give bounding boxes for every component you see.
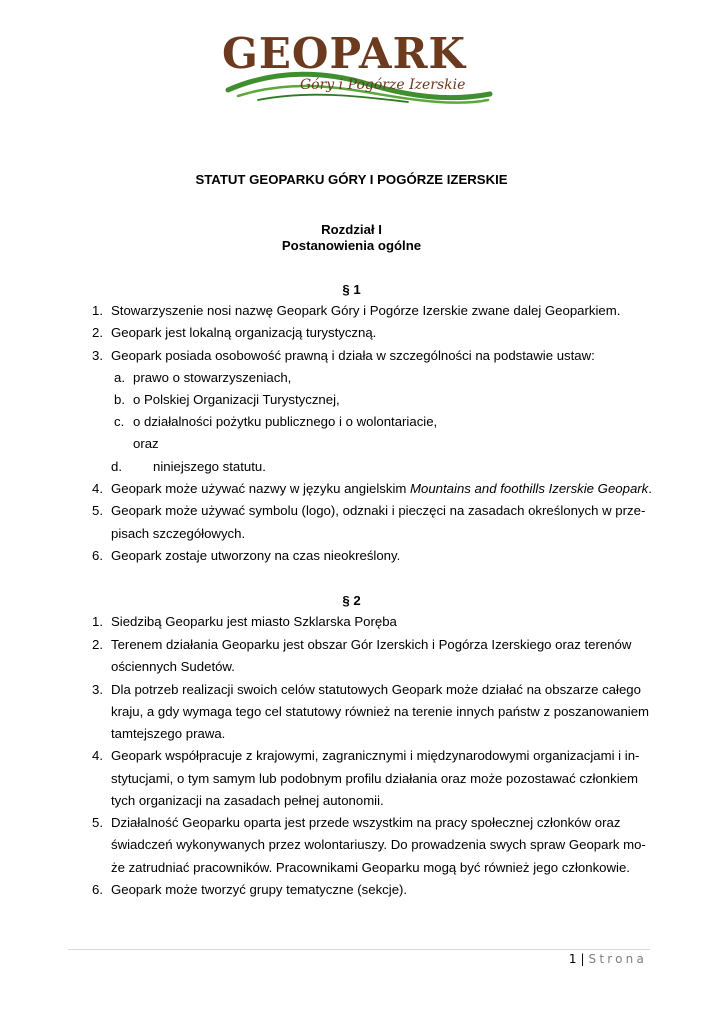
english-name: Mountains and foothills Izerskie Geopark: [410, 481, 649, 496]
list-item-number: 4.: [92, 481, 103, 496]
document-title: STATUT GEOPARKU GÓRY I POGÓRZE IZERSKIE: [195, 172, 508, 187]
sublist-item-text: prawo o stowarzyszeniach,: [133, 370, 292, 385]
list-item-number: 3.: [92, 682, 103, 697]
list-item-number: 1.: [92, 614, 103, 629]
sublist-item-letter: d.: [111, 459, 122, 474]
list-item-text: pisach szczegółowych.: [111, 526, 246, 541]
list-item-number: 5.: [92, 815, 103, 830]
oraz-text: oraz: [133, 436, 159, 451]
list-item-text: świadczeń wykonywanych przez wolontariuszy. Do prowadzenia swych spraw Geopark mo-: [111, 837, 646, 852]
list-item-number: 5.: [92, 503, 103, 518]
list-item-text: Geopark jest lokalną organizacją turystyczną.: [111, 325, 377, 340]
list-item-number: 6.: [92, 882, 103, 897]
list-item-text: Siedzibą Geoparku jest miasto Szklarska Poręba: [111, 614, 397, 629]
section-2-heading: § 2: [342, 593, 361, 608]
list-item-text: Terenem działania Geoparku jest obszar Gór Izerskich i Pogórza Izerskiego oraz terenów: [111, 637, 632, 652]
list-item-text: kraju, a gdy wymaga tego cel statutowy również na terenie innych państw z poszanowaniem: [111, 704, 650, 719]
page-number: 1: [568, 952, 577, 966]
list-item-number: 2.: [92, 325, 103, 340]
list-item-text: Działalność Geoparku oparta jest przede wszystkim na pracy społecznej członków oraz: [111, 815, 621, 830]
sublist-item-text: o Polskiej Organizacji Turystycznej,: [133, 392, 340, 407]
list-item-text: Geopark może tworzyć grupy tematyczne (sekcje).: [111, 882, 408, 897]
chapter-heading: Rozdział I: [321, 222, 382, 237]
list-item-text: tych organizacji na zasadach pełnej autonomii.: [111, 793, 384, 808]
list-item-text: Geopark zostaje utworzony na czas nieokreślony.: [111, 548, 401, 563]
list-item-text: Stowarzyszenie nosi nazwę Geopark Góry i Pogórze Izerskie zwane dalej Geoparkiem.: [111, 303, 621, 318]
sublist-item-letter: c.: [114, 414, 125, 429]
list-item-text: Geopark posiada osobowość prawną i działa w szczególności na podstawie ustaw:: [111, 348, 595, 363]
list-item-text: że zatrudniać pracowników. Pracownikami Geoparku mogą być również jego członkowie.: [111, 860, 630, 875]
list-item-number: 4.: [92, 748, 103, 763]
list-item-text: Geopark może używać nazwy w języku angielskim Mountains and foothills Izerskie Geopark.: [111, 481, 652, 496]
sublist-item-letter: a.: [114, 370, 125, 385]
chapter-subheading: Postanowienia ogólne: [281, 238, 422, 253]
logo-main-text: GEOPARK: [222, 29, 466, 78]
list-item-text: ościennych Sudetów.: [111, 659, 235, 674]
sublist-item-letter: b.: [114, 392, 125, 407]
list-item-text: tamtejszego prawa.: [111, 726, 226, 741]
list-item-text: Dla potrzeb realizacji swoich celów statutowych Geopark może działać na obszarze całego: [111, 682, 641, 697]
sublist-item-text: niniejszego statutu.: [153, 459, 266, 474]
page-footer: [569, 952, 647, 966]
list-item-number: 2.: [92, 637, 103, 652]
geopark-logo: [218, 28, 498, 106]
list-item-number: 1.: [92, 303, 103, 318]
sublist-item-text: o działalności pożytku publicznego i o wolontariacie,: [133, 414, 438, 429]
section-1-heading: § 1: [342, 282, 361, 297]
list-item-text: Geopark współpracuje z krajowymi, zagranicznymi i międzynarodowymi organizacjami i in-: [111, 748, 640, 763]
footer-page-word: Strona: [588, 952, 647, 966]
list-item-text: stytucjami, o tym samym lub podobnym profilu działania oraz może pozostawać członkiem: [111, 771, 638, 786]
list-item-text: Geopark może używać symbolu (logo), odznaki i pieczęci na zasadach określonych w prze-: [111, 503, 646, 518]
list-item-number: 3.: [92, 348, 103, 363]
list-item-number: 6.: [92, 548, 103, 563]
footer-separator: |: [580, 952, 585, 966]
footer-divider: [68, 949, 650, 950]
logo-subtitle: Góry i Pogórze Izerskie: [300, 77, 466, 93]
